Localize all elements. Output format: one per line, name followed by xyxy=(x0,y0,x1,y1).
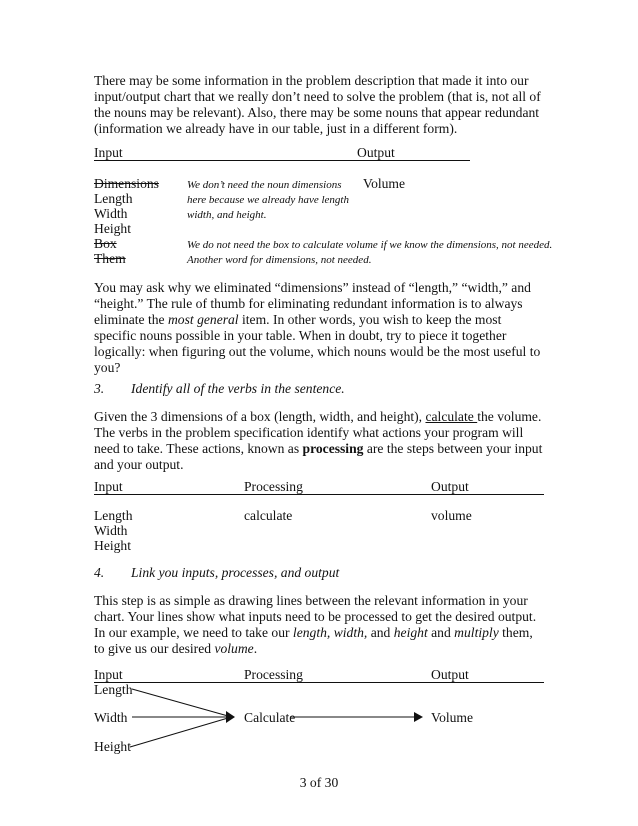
diagram-input-height: Height xyxy=(94,739,131,754)
table1-input-header: Input xyxy=(94,145,123,160)
text: This step is as simple as drawing lines between the relevant information in your chart. Your lines show what inputs need to be processed to get the desired output. In our example, we need to take our xyxy=(94,593,537,640)
table1-notes xyxy=(187,176,552,268)
emphasis: height xyxy=(393,625,428,640)
text: Given the 3 dimensions of a box (length, width, and height), xyxy=(94,409,426,424)
diagram-input-width: Width xyxy=(94,710,128,725)
input-item: Height xyxy=(94,221,131,236)
table2-output-header: Output xyxy=(431,479,469,494)
table3-input-header: Input xyxy=(94,667,123,682)
step3-heading xyxy=(94,381,546,397)
input-item: Width xyxy=(94,523,128,538)
note-them: Another word for dimensions, not needed. xyxy=(187,254,372,266)
text: You may ask why we eliminated “dimensions” instead of “length,” “width,” and “height.” The rule of thumb for eliminating redundant information is to always eliminate the xyxy=(94,280,531,327)
text: item. In other words, you wish to keep the most specific nouns possible in your table. When in doubt, try to piece it together logically: when figuring out the volume, which nouns would be the most useful to you? xyxy=(94,312,541,375)
input-item: Length xyxy=(94,508,133,523)
emphasis: multiply xyxy=(454,625,499,640)
input-item: Dimensions xyxy=(94,176,159,191)
input-item: Them xyxy=(94,251,126,266)
table3-processing-header: Processing xyxy=(244,667,303,682)
diagram-output-volume: Volume xyxy=(431,710,474,725)
underlined-verb: calculate xyxy=(425,409,478,424)
arrow-height-to-calculate xyxy=(130,718,228,747)
text: the volume. The verbs in the problem specification identify what actions your program will need to take. These actions, known as xyxy=(94,409,542,456)
emphasis: length, width, xyxy=(292,625,368,640)
bold-term: processing xyxy=(302,441,364,456)
table1-body xyxy=(94,145,553,268)
table1-output: Volume xyxy=(363,176,406,191)
paragraph-eliminate xyxy=(94,280,546,376)
arrow-length-to-calculate xyxy=(132,689,228,716)
note-dimensions: We don’t need the noun dimensions here because we already have length width, and height. xyxy=(187,179,349,221)
document-body xyxy=(94,73,553,762)
table2-processing-header: Processing xyxy=(244,479,303,494)
note-box: We do not need the box to calculate volume if we know the dimensions, not needed. xyxy=(187,239,553,251)
step-title: Link you inputs, processes, and output xyxy=(131,565,340,580)
table3-diagram xyxy=(94,667,546,762)
diagram-arrows xyxy=(94,667,546,762)
text: . xyxy=(253,641,258,656)
text: and xyxy=(427,625,455,640)
step-number: 4. xyxy=(94,565,105,580)
table2-input-header: Input xyxy=(94,479,123,494)
paragraph-verbs xyxy=(94,409,546,473)
input-item: Length xyxy=(94,191,133,206)
arrowhead-volume xyxy=(414,712,423,722)
table1-output-header: Output xyxy=(357,145,395,160)
input-item: Box xyxy=(94,236,117,251)
table2-inputs xyxy=(94,508,133,553)
diagram-process-calculate: Calculate xyxy=(244,710,296,725)
text: and xyxy=(367,625,394,640)
step-title: Identify all of the verbs in the sentence. xyxy=(131,381,345,396)
emphasis: most general xyxy=(167,312,239,327)
table2 xyxy=(94,479,546,557)
paragraph-link xyxy=(94,593,546,657)
text: them, to give us our desired xyxy=(94,625,533,656)
text: are the steps between your input and your output. xyxy=(94,441,543,472)
diagram-input-length: Length xyxy=(94,682,133,697)
table3-output-header: Output xyxy=(431,667,469,682)
table2-processing: calculate xyxy=(244,508,293,523)
table1 xyxy=(94,145,553,268)
table2-output: volume xyxy=(431,508,472,523)
input-item: Height xyxy=(94,538,131,553)
emphasis: volume xyxy=(214,641,254,656)
table2-header-rule xyxy=(94,494,544,495)
step4-heading xyxy=(94,565,546,581)
table1-inputs xyxy=(94,176,187,268)
page-footer: 3 of 30 xyxy=(299,775,339,790)
arrowhead-calculate xyxy=(226,711,235,723)
input-item: Width xyxy=(94,206,128,221)
step-number: 3. xyxy=(94,381,105,396)
table1-notes-top xyxy=(187,178,552,238)
paragraph-redundant-info: There may be some information in the problem description that made it into our input/output chart that we really don’t need to solve the problem (that is, not all of the nouns may be relevant). Also, there may be some nouns that appear redundant (information we already have in our table, just in a different form). xyxy=(94,73,541,136)
table1-header-rule xyxy=(94,160,470,161)
